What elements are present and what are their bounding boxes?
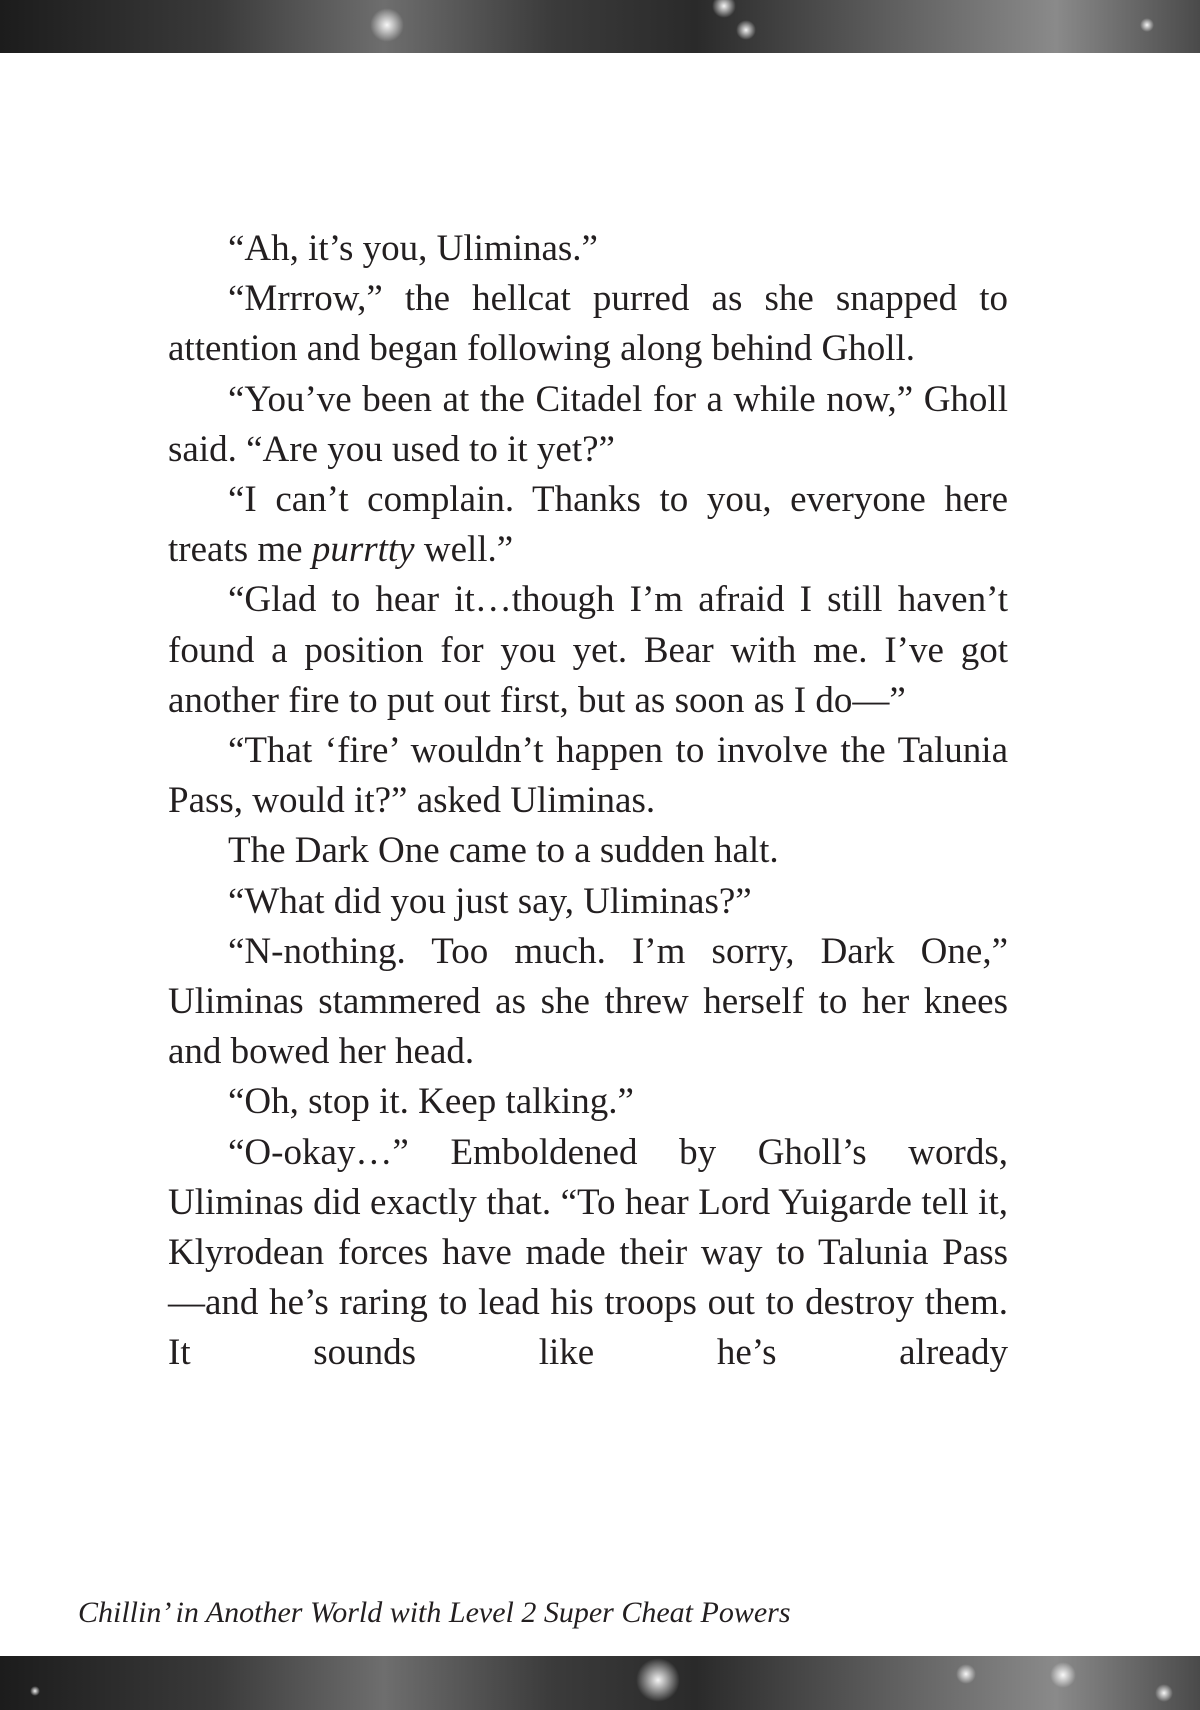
page-body-text: [168, 224, 1008, 1379]
top-decorative-band: [0, 0, 1200, 53]
paragraph: “Ah, it’s you, Uliminas.”: [228, 228, 598, 269]
sparkle-decoration: [736, 20, 756, 40]
sparkle-decoration: [30, 1686, 40, 1696]
paragraph: “O-okay…” Emboldened by Gholl’s words, Uliminas did exactly that. “To hear Lord Yuigarde tell it, Klyrodean forces have made their way to Talunia Pass—and he’s raring to lead his troops out to destroy them. It sounds like he’s already: [168, 1131, 1008, 1374]
paragraph: “Mrrrow,” the hellcat purred as she snapped to attention and began following along behind Gholl.: [168, 278, 1008, 370]
paragraph: “What did you just say, Uliminas?”: [228, 880, 752, 922]
bottom-decorative-band: [0, 1656, 1200, 1710]
paragraph: “Oh, stop it. Keep talking.”: [228, 1081, 634, 1123]
emphasis-text: purrtty: [311, 529, 415, 571]
sparkle-decoration: [712, 0, 736, 18]
paragraph: The Dark One came to a sudden halt.: [228, 830, 779, 872]
sparkle-decoration: [636, 1658, 680, 1702]
paragraph: “That ‘fire’ wouldn’t happen to involve the Talunia Pass, would it?” asked Uliminas.: [168, 730, 1008, 822]
running-footer-book-title: Chillin’ in Another World with Level 2 Super Cheat Powers: [78, 1596, 791, 1629]
paragraph-text: “I can’t complain. Thanks to you, everyone here treats me: [168, 479, 1008, 571]
paragraph: “N-nothing. Too much. I’m sorry, Dark One,” Uliminas stammered as she threw herself to her knees and bowed her head.: [168, 930, 1008, 1073]
sparkle-decoration: [1140, 18, 1154, 32]
sparkle-decoration: [1155, 1684, 1173, 1702]
paragraph: “Glad to hear it…though I’m afraid I still haven’t found a position for you yet. Bear with me. I’ve got another fire to put out first, but as soon as I do—”: [168, 579, 1008, 721]
sparkle-decoration: [370, 8, 404, 42]
paragraph: “You’ve been at the Citadel for a while now,” Gholl said. “Are you used to it yet?”: [168, 378, 1008, 470]
sparkle-decoration: [956, 1664, 976, 1684]
sparkle-decoration: [1050, 1662, 1076, 1688]
paragraph-text: well.”: [414, 529, 514, 571]
paragraph: [168, 475, 1008, 575]
